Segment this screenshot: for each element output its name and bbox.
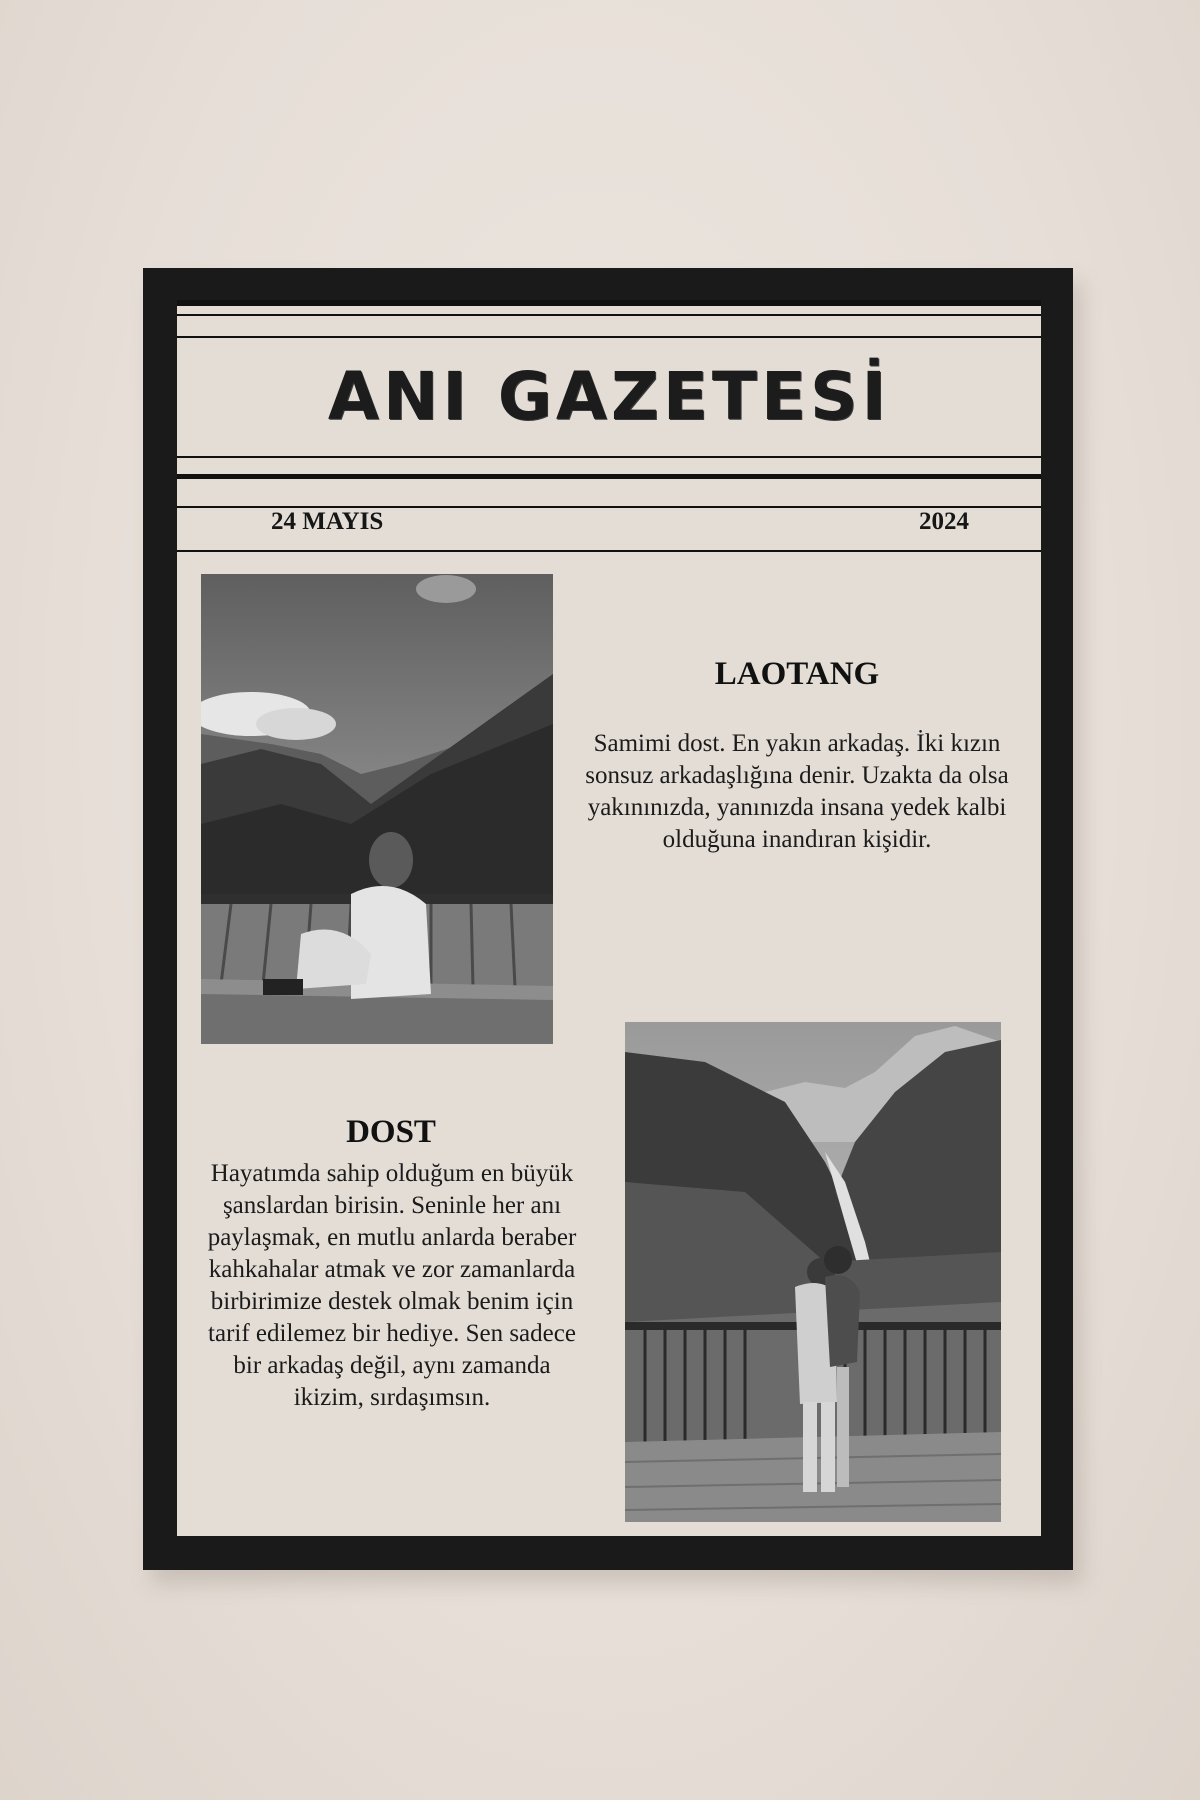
rule-line	[177, 550, 1041, 552]
story1-headline: LAOTANG	[714, 656, 880, 692]
rule-line	[177, 456, 1041, 458]
rule-line	[177, 474, 1041, 479]
rule-line	[177, 314, 1041, 316]
rule-line	[177, 300, 1041, 306]
story2-body: Hayatımda sahip olduğum en büyük şanslardan birisin. Seninle her anı paylaşmak, en mutlu anlarda beraber kahkahalar atmak ve zor zamanlarda birbirimize destek olmak benim için tarif edilemez bir hediye. Sen sadece bir arkadaş değil, aynı zamanda ikizim, sırdaşımsın.	[207, 1160, 577, 1411]
photo-mountain-roof	[201, 574, 553, 1044]
photo-mountain-roof-image	[201, 574, 553, 1044]
rule-line	[177, 336, 1041, 338]
date-left: 24 MAYIS	[271, 508, 384, 535]
date-right: 2024	[919, 508, 969, 535]
masthead-title: ANI GAZETESİ	[327, 358, 891, 435]
story1-body: Samimi dost. En yakın arkadaş. İki kızın sonsuz arkadaşlığına denir. Uzakta da olsa yakınınızda, yanınızda insana yedek kalbi olduğuna inandıran kişidir.	[585, 730, 1009, 853]
photo-mountain-viewpoint-image	[625, 1022, 1001, 1522]
picture-frame	[143, 268, 1073, 1570]
photo-mountain-viewpoint	[625, 1022, 1001, 1522]
newspaper-poster	[177, 300, 1041, 1536]
story2-headline: DOST	[346, 1114, 436, 1150]
